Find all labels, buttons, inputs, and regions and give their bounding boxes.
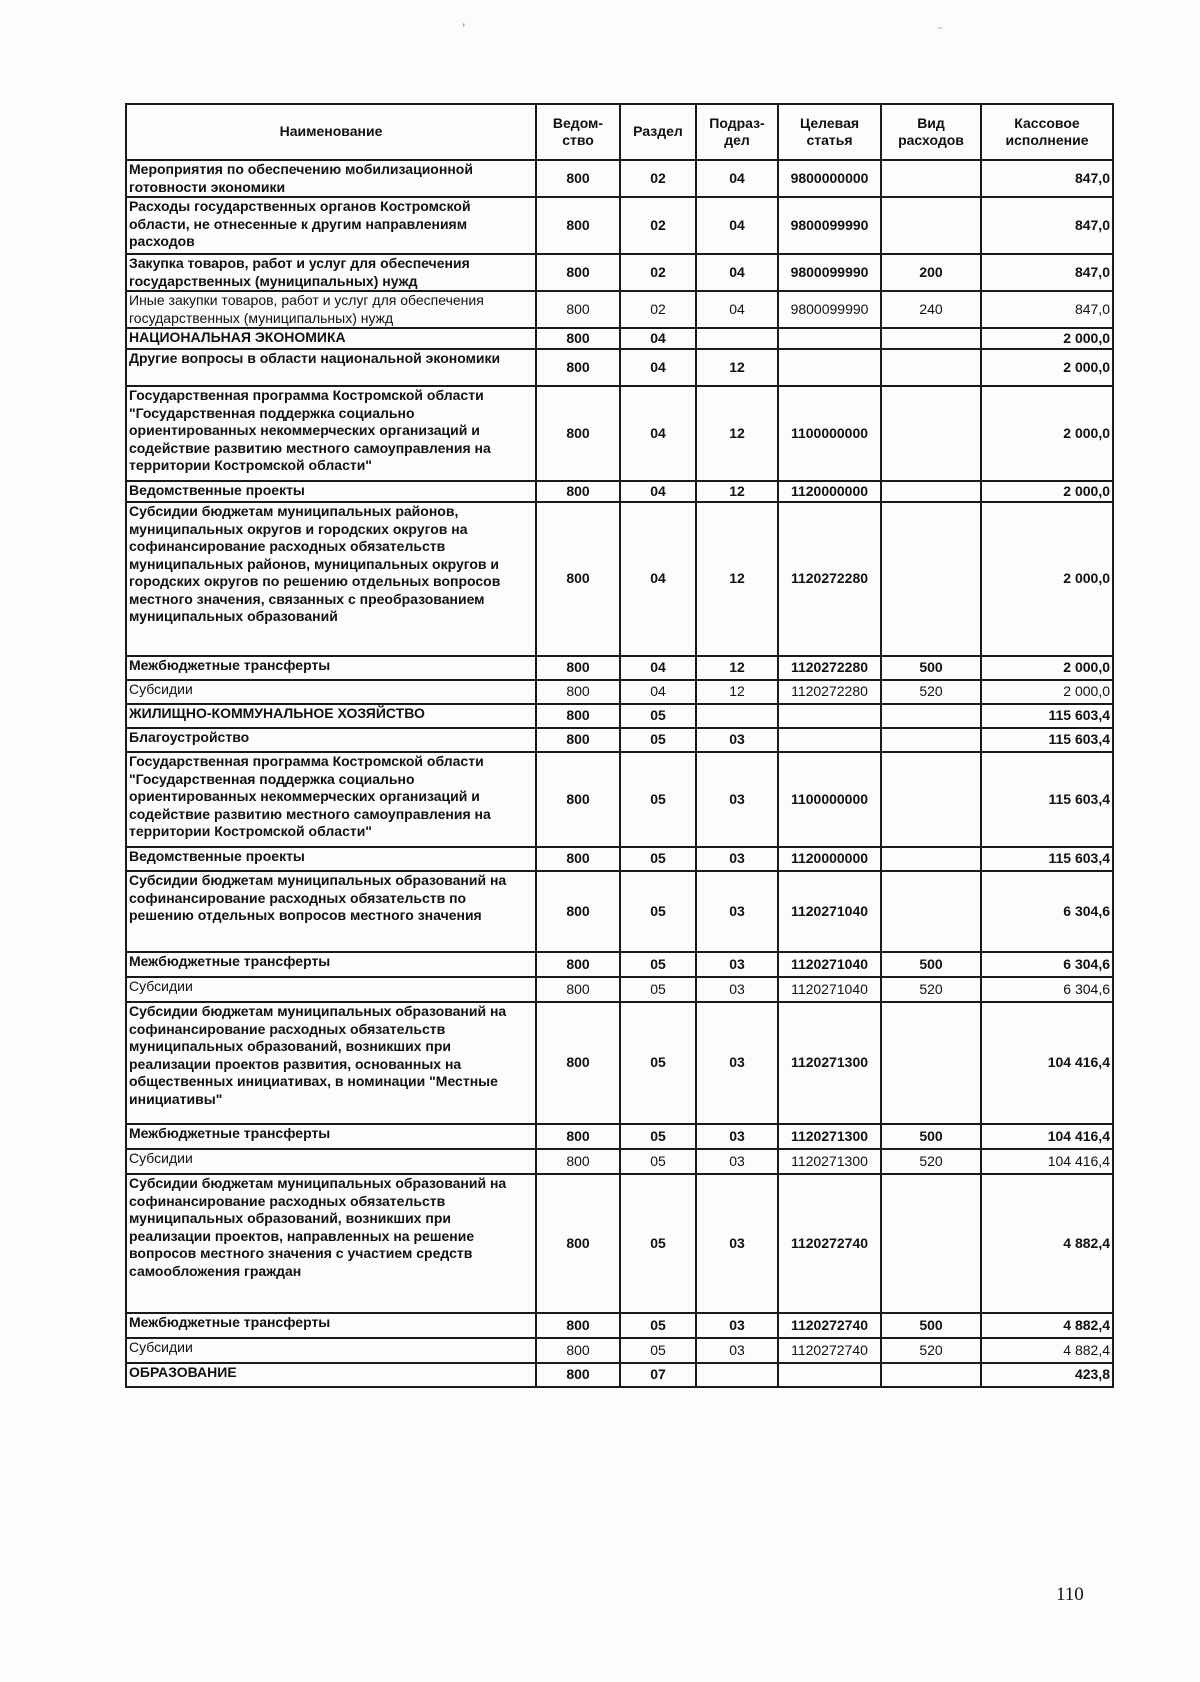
cell-razdel: 05 — [620, 952, 696, 977]
cell-podrazdel: 12 — [696, 680, 778, 704]
cell-celevaya-statya — [778, 728, 881, 752]
cell-vid-rashodov: 500 — [881, 1313, 981, 1338]
budget-table — [125, 103, 1114, 1388]
cell-podrazdel: 04 — [696, 291, 778, 328]
cell-kassovoe-ispolnenie: 847,0 — [981, 291, 1113, 328]
cell-kassovoe-ispolnenie: 847,0 — [981, 254, 1113, 291]
cell-kassovoe-ispolnenie: 2 000,0 — [981, 656, 1113, 680]
cell-kassovoe-ispolnenie: 6 304,6 — [981, 977, 1113, 1002]
cell-celevaya-statya: 1120000000 — [778, 847, 881, 871]
cell-name: Иные закупки товаров, работ и услуг для обеспечения государственных (муниципальных) нужд — [126, 291, 536, 328]
cell-celevaya-statya — [778, 704, 881, 728]
cell-vedomstvo: 800 — [536, 704, 620, 728]
cell-name: Субсидии — [126, 1338, 536, 1363]
cell-podrazdel: 12 — [696, 502, 778, 656]
cell-vedomstvo: 800 — [536, 656, 620, 680]
cell-vedomstvo: 800 — [536, 680, 620, 704]
cell-podrazdel — [696, 328, 778, 349]
cell-name: ОБРАЗОВАНИЕ — [126, 1363, 536, 1387]
cell-razdel: 02 — [620, 254, 696, 291]
cell-kassovoe-ispolnenie: 847,0 — [981, 160, 1113, 197]
cell-celevaya-statya — [778, 328, 881, 349]
cell-kassovoe-ispolnenie: 104 416,4 — [981, 1149, 1113, 1174]
cell-vedomstvo: 800 — [536, 349, 620, 386]
cell-celevaya-statya: 1120272740 — [778, 1313, 881, 1338]
cell-podrazdel: 03 — [696, 752, 778, 847]
col-header-kassovoe-ispolnenie: Кассовое исполнение — [981, 104, 1113, 160]
table-row — [126, 197, 1113, 254]
cell-podrazdel: 04 — [696, 197, 778, 254]
cell-vedomstvo: 800 — [536, 1313, 620, 1338]
table-row — [126, 481, 1113, 502]
cell-podrazdel: 03 — [696, 1174, 778, 1313]
cell-vedomstvo: 800 — [536, 1338, 620, 1363]
cell-vid-rashodov: 520 — [881, 1338, 981, 1363]
table-row — [126, 328, 1113, 349]
cell-vid-rashodov: 200 — [881, 254, 981, 291]
cell-razdel: 05 — [620, 1149, 696, 1174]
cell-vid-rashodov: 500 — [881, 656, 981, 680]
cell-kassovoe-ispolnenie: 115 603,4 — [981, 752, 1113, 847]
table-row — [126, 704, 1113, 728]
cell-name: Мероприятия по обеспечению мобилизационной готовности экономики — [126, 160, 536, 197]
table-row — [126, 1313, 1113, 1338]
cell-vid-rashodov — [881, 349, 981, 386]
table-row — [126, 977, 1113, 1002]
cell-vid-rashodov: 520 — [881, 680, 981, 704]
table-body — [126, 160, 1113, 1387]
table-row — [126, 871, 1113, 952]
cell-vid-rashodov — [881, 1002, 981, 1124]
cell-name: Межбюджетные трансферты — [126, 1313, 536, 1338]
cell-vid-rashodov — [881, 197, 981, 254]
col-header-vid-rashodov: Вид расходов — [881, 104, 981, 160]
cell-vedomstvo: 800 — [536, 1124, 620, 1149]
cell-celevaya-statya: 1120272280 — [778, 656, 881, 680]
table-row — [126, 752, 1113, 847]
cell-kassovoe-ispolnenie: 4 882,4 — [981, 1338, 1113, 1363]
cell-vedomstvo: 800 — [536, 871, 620, 952]
col-header-razdel: Раздел — [620, 104, 696, 160]
cell-razdel: 02 — [620, 160, 696, 197]
cell-vedomstvo: 800 — [536, 977, 620, 1002]
cell-vedomstvo: 800 — [536, 1149, 620, 1174]
cell-celevaya-statya: 1120000000 — [778, 481, 881, 502]
scan-speck: ʼ — [462, 22, 466, 39]
cell-razdel: 04 — [620, 656, 696, 680]
cell-vedomstvo: 800 — [536, 328, 620, 349]
cell-celevaya-statya: 1100000000 — [778, 752, 881, 847]
page-number: 110 — [1056, 1584, 1084, 1605]
cell-name: Субсидии бюджетам муниципальных образований на софинансирование расходных обязательств муниципальных образований, возникших при реализации проектов развития, основанных на общественных инициативах, в номинации "Местные инициативы" — [126, 1002, 536, 1124]
cell-vedomstvo: 800 — [536, 847, 620, 871]
cell-podrazdel: 03 — [696, 871, 778, 952]
cell-kassovoe-ispolnenie: 4 882,4 — [981, 1313, 1113, 1338]
cell-name: Государственная программа Костромской области "Государственная поддержка социально ориентированных некоммерческих организаций и содействие развитию местного самоуправления на территории Костромской области" — [126, 752, 536, 847]
cell-podrazdel: 12 — [696, 656, 778, 680]
cell-name: НАЦИОНАЛЬНАЯ ЭКОНОМИКА — [126, 328, 536, 349]
table-row — [126, 1002, 1113, 1124]
table-row — [126, 1338, 1113, 1363]
cell-podrazdel: 03 — [696, 1124, 778, 1149]
cell-celevaya-statya: 1120271040 — [778, 952, 881, 977]
cell-celevaya-statya: 1120271040 — [778, 871, 881, 952]
cell-vedomstvo: 800 — [536, 1174, 620, 1313]
table-row — [126, 1363, 1113, 1387]
cell-kassovoe-ispolnenie: 104 416,4 — [981, 1124, 1113, 1149]
cell-kassovoe-ispolnenie: 115 603,4 — [981, 728, 1113, 752]
cell-kassovoe-ispolnenie: 6 304,6 — [981, 871, 1113, 952]
cell-vid-rashodov: 240 — [881, 291, 981, 328]
cell-razdel: 05 — [620, 1338, 696, 1363]
table-row — [126, 160, 1113, 197]
cell-name: Субсидии — [126, 680, 536, 704]
cell-name: Субсидии — [126, 977, 536, 1002]
cell-vedomstvo: 800 — [536, 1363, 620, 1387]
cell-razdel: 05 — [620, 752, 696, 847]
table-row — [126, 728, 1113, 752]
cell-vid-rashodov — [881, 481, 981, 502]
table-row — [126, 656, 1113, 680]
cell-vid-rashodov — [881, 328, 981, 349]
cell-kassovoe-ispolnenie: 6 304,6 — [981, 952, 1113, 977]
table-row — [126, 1174, 1113, 1313]
table-row — [126, 386, 1113, 481]
table-row — [126, 847, 1113, 871]
cell-vid-rashodov — [881, 1363, 981, 1387]
cell-name: Закупка товаров, работ и услуг для обеспечения государственных (муниципальных) нужд — [126, 254, 536, 291]
cell-kassovoe-ispolnenie: 423,8 — [981, 1363, 1113, 1387]
cell-razdel: 05 — [620, 1174, 696, 1313]
cell-celevaya-statya: 1120271040 — [778, 977, 881, 1002]
table-row — [126, 1124, 1113, 1149]
cell-podrazdel: 03 — [696, 952, 778, 977]
cell-vedomstvo: 800 — [536, 386, 620, 481]
cell-kassovoe-ispolnenie: 115 603,4 — [981, 704, 1113, 728]
cell-vid-rashodov: 500 — [881, 952, 981, 977]
cell-kassovoe-ispolnenie: 2 000,0 — [981, 386, 1113, 481]
cell-podrazdel: 03 — [696, 1002, 778, 1124]
cell-vedomstvo: 800 — [536, 291, 620, 328]
cell-razdel: 04 — [620, 328, 696, 349]
cell-vid-rashodov — [881, 752, 981, 847]
cell-podrazdel — [696, 704, 778, 728]
cell-celevaya-statya: 1120272740 — [778, 1174, 881, 1313]
cell-name: Ведомственные проекты — [126, 847, 536, 871]
cell-razdel: 04 — [620, 481, 696, 502]
cell-kassovoe-ispolnenie: 2 000,0 — [981, 481, 1113, 502]
col-header-podrazdel: Подраз-дел — [696, 104, 778, 160]
cell-kassovoe-ispolnenie: 847,0 — [981, 197, 1113, 254]
cell-razdel: 05 — [620, 1002, 696, 1124]
cell-vid-rashodov — [881, 847, 981, 871]
cell-vedomstvo: 800 — [536, 728, 620, 752]
cell-name: Межбюджетные трансферты — [126, 952, 536, 977]
table-row — [126, 291, 1113, 328]
cell-kassovoe-ispolnenie: 2 000,0 — [981, 328, 1113, 349]
cell-podrazdel: 12 — [696, 481, 778, 502]
cell-podrazdel: 03 — [696, 1313, 778, 1338]
cell-podrazdel: 03 — [696, 977, 778, 1002]
cell-name: Государственная программа Костромской области "Государственная поддержка социально ориентированных некоммерческих организаций и содействие развитию местного самоуправления на территории Костромской области" — [126, 386, 536, 481]
cell-vedomstvo: 800 — [536, 502, 620, 656]
cell-celevaya-statya: 1120272280 — [778, 680, 881, 704]
col-header-celevaya-statya: Целевая статья — [778, 104, 881, 160]
cell-vid-rashodov — [881, 1174, 981, 1313]
table-row — [126, 502, 1113, 656]
cell-razdel: 05 — [620, 977, 696, 1002]
cell-celevaya-statya: 1120272280 — [778, 502, 881, 656]
cell-podrazdel: 03 — [696, 847, 778, 871]
cell-name: Субсидии — [126, 1149, 536, 1174]
table-row — [126, 1149, 1113, 1174]
cell-celevaya-statya: 9800000000 — [778, 160, 881, 197]
cell-podrazdel — [696, 1363, 778, 1387]
cell-vid-rashodov: 520 — [881, 977, 981, 1002]
cell-podrazdel: 04 — [696, 254, 778, 291]
cell-vid-rashodov — [881, 160, 981, 197]
cell-vedomstvo: 800 — [536, 1002, 620, 1124]
cell-vid-rashodov: 520 — [881, 1149, 981, 1174]
cell-celevaya-statya: 1120272740 — [778, 1338, 881, 1363]
cell-razdel: 05 — [620, 1124, 696, 1149]
cell-razdel: 07 — [620, 1363, 696, 1387]
cell-celevaya-statya — [778, 1363, 881, 1387]
cell-vedomstvo: 800 — [536, 160, 620, 197]
cell-razdel: 05 — [620, 847, 696, 871]
cell-vid-rashodov — [881, 502, 981, 656]
cell-celevaya-statya — [778, 349, 881, 386]
cell-celevaya-statya: 1120271300 — [778, 1002, 881, 1124]
col-header-vedomstvo: Ведом-ство — [536, 104, 620, 160]
cell-vedomstvo: 800 — [536, 952, 620, 977]
cell-razdel: 04 — [620, 386, 696, 481]
cell-razdel: 05 — [620, 1313, 696, 1338]
cell-razdel: 04 — [620, 680, 696, 704]
cell-razdel: 04 — [620, 502, 696, 656]
cell-name: Субсидии бюджетам муниципальных образований на софинансирование расходных обязательств по решению отдельных вопросов местного значения — [126, 871, 536, 952]
cell-kassovoe-ispolnenie: 2 000,0 — [981, 349, 1113, 386]
cell-podrazdel: 12 — [696, 349, 778, 386]
cell-name: ЖИЛИЩНО-КОММУНАЛЬНОЕ ХОЗЯЙСТВО — [126, 704, 536, 728]
cell-podrazdel: 03 — [696, 1149, 778, 1174]
table-row — [126, 680, 1113, 704]
cell-name: Межбюджетные трансферты — [126, 1124, 536, 1149]
cell-celevaya-statya: 1120271300 — [778, 1149, 881, 1174]
cell-razdel: 04 — [620, 349, 696, 386]
cell-name: Другие вопросы в области национальной экономики — [126, 349, 536, 386]
cell-vid-rashodov — [881, 386, 981, 481]
cell-celevaya-statya: 9800099990 — [778, 254, 881, 291]
cell-name: Ведомственные проекты — [126, 481, 536, 502]
cell-razdel: 05 — [620, 871, 696, 952]
cell-vid-rashodov — [881, 871, 981, 952]
cell-vid-rashodov — [881, 728, 981, 752]
cell-podrazdel: 12 — [696, 386, 778, 481]
cell-celevaya-statya: 9800099990 — [778, 197, 881, 254]
cell-podrazdel: 03 — [696, 728, 778, 752]
cell-name: Расходы государственных органов Костромской области, не отнесенные к другим направлениям расходов — [126, 197, 536, 254]
cell-podrazdel: 03 — [696, 1338, 778, 1363]
table-header-row — [126, 104, 1113, 160]
cell-kassovoe-ispolnenie: 115 603,4 — [981, 847, 1113, 871]
cell-vedomstvo: 800 — [536, 254, 620, 291]
cell-vedomstvo: 800 — [536, 752, 620, 847]
cell-celevaya-statya: 1100000000 — [778, 386, 881, 481]
cell-kassovoe-ispolnenie: 104 416,4 — [981, 1002, 1113, 1124]
cell-celevaya-statya: 1120271300 — [778, 1124, 881, 1149]
cell-celevaya-statya: 9800099990 — [778, 291, 881, 328]
cell-podrazdel: 04 — [696, 160, 778, 197]
table-row — [126, 349, 1113, 386]
cell-razdel: 02 — [620, 197, 696, 254]
cell-razdel: 02 — [620, 291, 696, 328]
cell-name: Благоустройство — [126, 728, 536, 752]
cell-name: Субсидии бюджетам муниципальных районов, муниципальных округов и городских округов на софинансирование расходных обязательств муниципальных районов, муниципальных округов и городских округов по решению отдельных вопросов местного значения, связанных с преобразованием муниципальных образований — [126, 502, 536, 656]
col-header-name: Наименование — [126, 104, 536, 160]
cell-vedomstvo: 800 — [536, 197, 620, 254]
cell-kassovoe-ispolnenie: 2 000,0 — [981, 502, 1113, 656]
cell-razdel: 05 — [620, 704, 696, 728]
table-row — [126, 254, 1113, 291]
cell-kassovoe-ispolnenie: 4 882,4 — [981, 1174, 1113, 1313]
cell-vid-rashodov: 500 — [881, 1124, 981, 1149]
cell-vedomstvo: 800 — [536, 481, 620, 502]
cell-razdel: 05 — [620, 728, 696, 752]
cell-name: Межбюджетные трансферты — [126, 656, 536, 680]
cell-vid-rashodov — [881, 704, 981, 728]
cell-name: Субсидии бюджетам муниципальных образований на софинансирование расходных обязательств муниципальных образований, возникших при реализации проектов, направленных на решение вопросов местного значения с участием средств самообложения граждан — [126, 1174, 536, 1313]
scan-speck: ⁻ — [936, 22, 944, 38]
cell-kassovoe-ispolnenie: 2 000,0 — [981, 680, 1113, 704]
table-row — [126, 952, 1113, 977]
